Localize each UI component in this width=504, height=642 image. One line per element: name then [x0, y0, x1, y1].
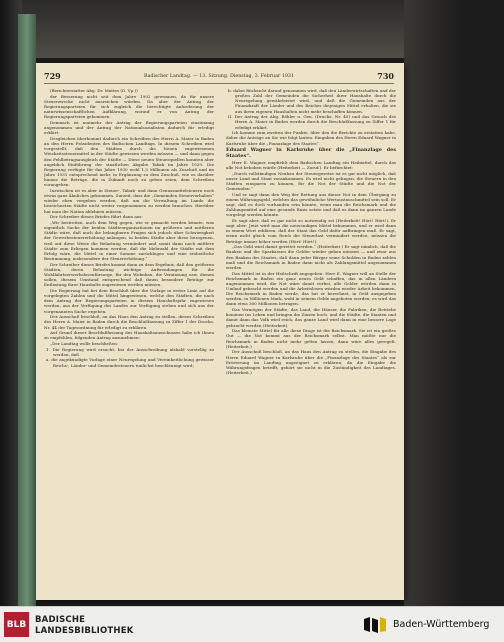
paragraph: Inzwischen ist es aber in Steuer-, Tabak- und dann Genussmittelsteuern noch etwas ganz Ähnliches gekommen. Zurzeit, dass die „Gemeinden Steuervorhaben“ wieder eben vergeben werden, daß um die Verwaltung im Lande die bezeichneten Städte nicht weiter vorgenommen zu werden brauchen. Hierüber hat man die Nation ablehnen müssen.	[44, 187, 214, 214]
paragraph: Desgleichen überkommt dadurch ein Schreiben des Herrn A. Maier in Baden an den Herrn Präsidenten des Badischen Landtags. In diesem Schreiben wird vorgestellt, daß den Städten durch die Neuen zugewiesenen Weisheitssteuermittel in der Städte gewiesen werden müssen — und dann gegen den Fehlbetragsausgleich der Städte — Diese neuen Steuerquellen konnten aber angeblich Einführung der staatlichen Abgabe Tabak im Jahre 1929. Die Regierung verfügte für das Jahre 1930 wohl 1,5 Millionen als Zuschuß und im Jahre 1931 entsprechend mehr, in Ergänzung zu dem Zuschuß, wie es darüber hinaus die Beträge, die in Zukunft noch zu geben seien, dem Schreiben vorangehen.	[44, 135, 214, 188]
paragraph: „Wir bestreiten, auch dem Weg gegen, wie er gemacht werden könnte, was eigentlich Sache der beiden Städteorganisationen im größeren und mittleren Städte wäre, daß auch die belangbaren Fragen sich jedoch über Schwierigkeit der Gewerbesteuererhöhung anlangen, in beiden Städte aber diese bezogenen, weil auf diese Weise die Belastung vermindert und somit dann noch mittlere Städte zum Erliegen kommen werden, daß die Mehrzahl der Städte mit dem Erfolg wäre, die Mittel in einer Summe zurücklegen und eine einheitliche Bestimmung, insbesondere der Steuererhöhung.“	[44, 219, 214, 261]
paragraph: Ich komme zum zweiten der Punkte, über den die Berichte zu erstatten habe, daher die Anträge an Sie wie folgt lauten: Eingaben des Herrn Eduard Wagner in Karlsruhe über die „Finanzlage des Staates“.	[226, 130, 396, 146]
paragraph: Er sagt aber, daß es gar nicht so notwendig sei (Heiterkeit! Hört! Hört!). Er sagt aber: Jetzt wird man die notwendigen Mittel bekommen, und er wird dann in einem Wort erklären, daß der Staat das Geld dafür aufbringen muß. Er sagt, wenn nicht gleich vom Reich die Steuerlast vermindert werden, müssen die Beträge immer höher werden (Hört! Hört!).	[226, 217, 396, 244]
paragraph: Und er sagt dann den Weg der Rettung aus dieser Not in dem Übergang zu einem Währungsgeld, welches das gewöhnliche Wertaustauschmittel sein soll. Er sagt, daß es doch vorhanden sein könnte, wenn man die Reichsmark und die Zahlungsmittel auf eine gesunde Basis setzte und daß es dann im ganzen Lande vorgelegt werden könnte.	[226, 191, 396, 218]
scanned-page	[36, 63, 404, 600]
paragraph: „Das Geld wird damit gerettet werden.“ (Heiterkeit.) Er sagt nämlich, daß die Banken und die Sparkassen die Gelder wieder geben müssen — und zwar aus den Banken des Staates; daß dann jeder Bürger seine Schulden in Baden zahlen muß und die Reichsmark in Baden dann nicht als Zahlungsmittel angenommen werden.	[226, 244, 396, 270]
paragraph: „Durch vollständigen Neubau der Steuergesetze ist es gar nicht möglich, daß unser Land und Staat vorankommen. Es wird nicht gelingen, die Steuern in den Städten einsparen zu können, für die Not der Städte und die Not der Gemeinden.“	[226, 170, 396, 191]
paragraph: Das Vermögen der Städte, das Land, die Häuser, die Fabriken, die Betriebe kommen ins Leben und bringen die Zinsen hoch, und die Städte, die Staaten und damit dann das Volk wird reich, das ganze Land wird dann in eine bessere Lage gebracht werden (Heiterkeit).	[226, 307, 396, 328]
page-number-left: 729	[44, 71, 61, 81]
paragraph: Das Mittel ist in der Heilschrift angegeben: Herr E. Wagner will an Stelle der Reichsmark in Baden ein ganz neues Geld schaffen, das in allen Ländern angenommen wird, die Not wäre damit vorbei, alle Gelder würden dann in Umlauf gebracht werden und die Arbeitslosen würden wieder Arbeit bekommen. Die Reichsmark in Baden werde, das hat er berechnet, in Geld ausgegeben werden, in Millionen Mark, wohl in seinem Gelde angeboten werden; es wird das dann etwa 300 Millionen betragen.	[226, 270, 396, 307]
paragraph: Der Ausschuß beschloß, an das Haus den Antrag zu stellen, die Eingabe des Herrn Eduard Wagner in Karlsruhe über die „Finanzlage des Staates“ als zur Erörterung im Landtag ungeeignet zu erklären; da die Eingabe die Währungsfragen betrifft, gehört sie nicht in die Zuständigkeit des Landtages. (Heiterkeit.)	[226, 349, 396, 375]
paragraph: Der Schreiber dieses Briefes kommt dann zu dem Ergebnis, daß den größeren Städten, deren Belastung wichtige Aufwendungen für die Wohlfahrtserwerbslosenfürsorge, für den Wohnbau, die Verzinsung usw. dienen sollen, diesem Umstand entsprechend daß ihnen besondere Beträge zur Entlastung ihrer Haushalte zugewiesen werden müssen.	[44, 261, 214, 288]
paragraph: Die Regierung hat bei dem Beschluß über die Vorlage in erster Linie auf die vorgelegten Zahlen und die Mittel hingewiesen, welche den Städten, die nach dem Antrag der Regierungsparteien in diesem Haushaltsjahr zugewiesen werden, aus der Verfügung des Landes zur Verfügung stehen und sich aus der vorgenannten Sache ergeben.	[44, 287, 214, 314]
list-item: a. die angekündigte Vorlage einer Neuregelung und Vereinheitlichung gewisser Reichs-, Länder- und Gemeindesteuern tunlichst beschleunigt wird;	[46, 357, 214, 368]
viewer-footer	[0, 606, 504, 642]
text-column-left	[44, 88, 214, 596]
page-number-right: 730	[377, 71, 394, 81]
book-cover-spine	[18, 14, 36, 606]
list-item: b. dabei Rücksicht darauf genommen wird, daß den Länderwirtschaften und der großen Zahl der Gemeinden die Sicherheit ihrer Haushalte durch die Neuregelung gewährleistet wird, und daß die Gemeinden aus der Finanzkraft der Länder und des Reiches diejenigen Mittel erhalten, die sie aus ihren eigenen Haushalten nicht mehr beschaffen können.	[228, 88, 396, 114]
paragraph: Herr E. Wagner empfiehlt dem Badischen Landtag ein Heilmittel, durch das alle Not behoben würde (Heiterkeit — Zuruf.). Er befürchtet:	[226, 159, 396, 170]
book-top-edge	[10, 0, 404, 58]
region-name: Baden-Württemberg	[393, 619, 490, 630]
list-item: 1. Die Regierung wird ersucht, bei der Ausschreibung alsbald vorstellig zu werden, daß	[46, 346, 214, 357]
paragraph: Demnach ist nunmehr der Antrag der Regierungsparteien einstimmig angenommen und der Antrag der Nationalsozialisten dadurch für erledigt erklärt.	[44, 119, 214, 136]
paragraph: der Besserung nicht seit dem Jahre 1902 gewonnen, da für unsere Steuerzwecke nicht ausreichen würden. Da aber der Antrag der Regierungsparteien für sich zugleich die berechtigte Anforderung der naturwissenschaftlichen Aufklärung, worauf er von Antrag der Regierungsparteien gekommen.	[44, 93, 214, 120]
paragraph: „Der Landtag wolle beschließen:	[50, 341, 119, 346]
paragraph: Das kleinste Mittel für alle diese Dinge ist die Reichsmark. Sie ist ein großes Gut — die Not kommt aus der Reichsmark selbst. Man müßte nur die Reichsmark in Baden nicht mehr gelten lassen, dann wäre alles geregelt. (Heiterkeit.)	[226, 328, 396, 349]
paragraph: Auf Grund dieser Beschlußfassung des Haushaltsausschusses habe ich Ihnen zu empfehlen, folgenden Antrag anzunehmen:	[44, 330, 214, 341]
library-name-line2: LANDESBIBLIOTHEK	[35, 626, 134, 636]
paragraph: Der Ausschuß beschloß, an das Haus den Antrag zu stellen, dieses Schreiben des Herrn A. Maier in Baden durch die Beschlußfassung zu Ziffer 1 der Drucks. Nr. 44 der Tagesordnung für erledigt zu erklären.	[44, 314, 214, 330]
library-name-line1: BADISCHE	[35, 615, 86, 625]
blb-logo[interactable]	[4, 612, 29, 637]
text-column-right	[226, 88, 396, 596]
running-head: Badischer Landtag. — 13. Sitzung. Dienstag, 3. Februar 1931	[143, 73, 295, 79]
bw-crest-icon	[362, 616, 388, 634]
page-header	[44, 69, 394, 84]
blb-logo-text: BLB	[6, 619, 27, 630]
paragraph: Der Schreiber dieses Briefes führt dann aus:	[50, 214, 143, 220]
list-item: II. Der Antrag der Abg. Röhler u. Gen. (Drucks. Nr. 45) und das Gesuch des Herrn A. Maier in Baden werden durch die Beschlußfassung zu Ziffer 1 für erledigt erklärt.	[228, 114, 396, 130]
book-right-shadow	[404, 0, 504, 606]
paragraph: (Berichterstatter Abg. Dr. Mattes (D. Vp.))	[50, 88, 138, 93]
section-heading: Eduard Wagner in Karlsruhe über die „Finanzlage des Staates“.	[226, 146, 396, 159]
